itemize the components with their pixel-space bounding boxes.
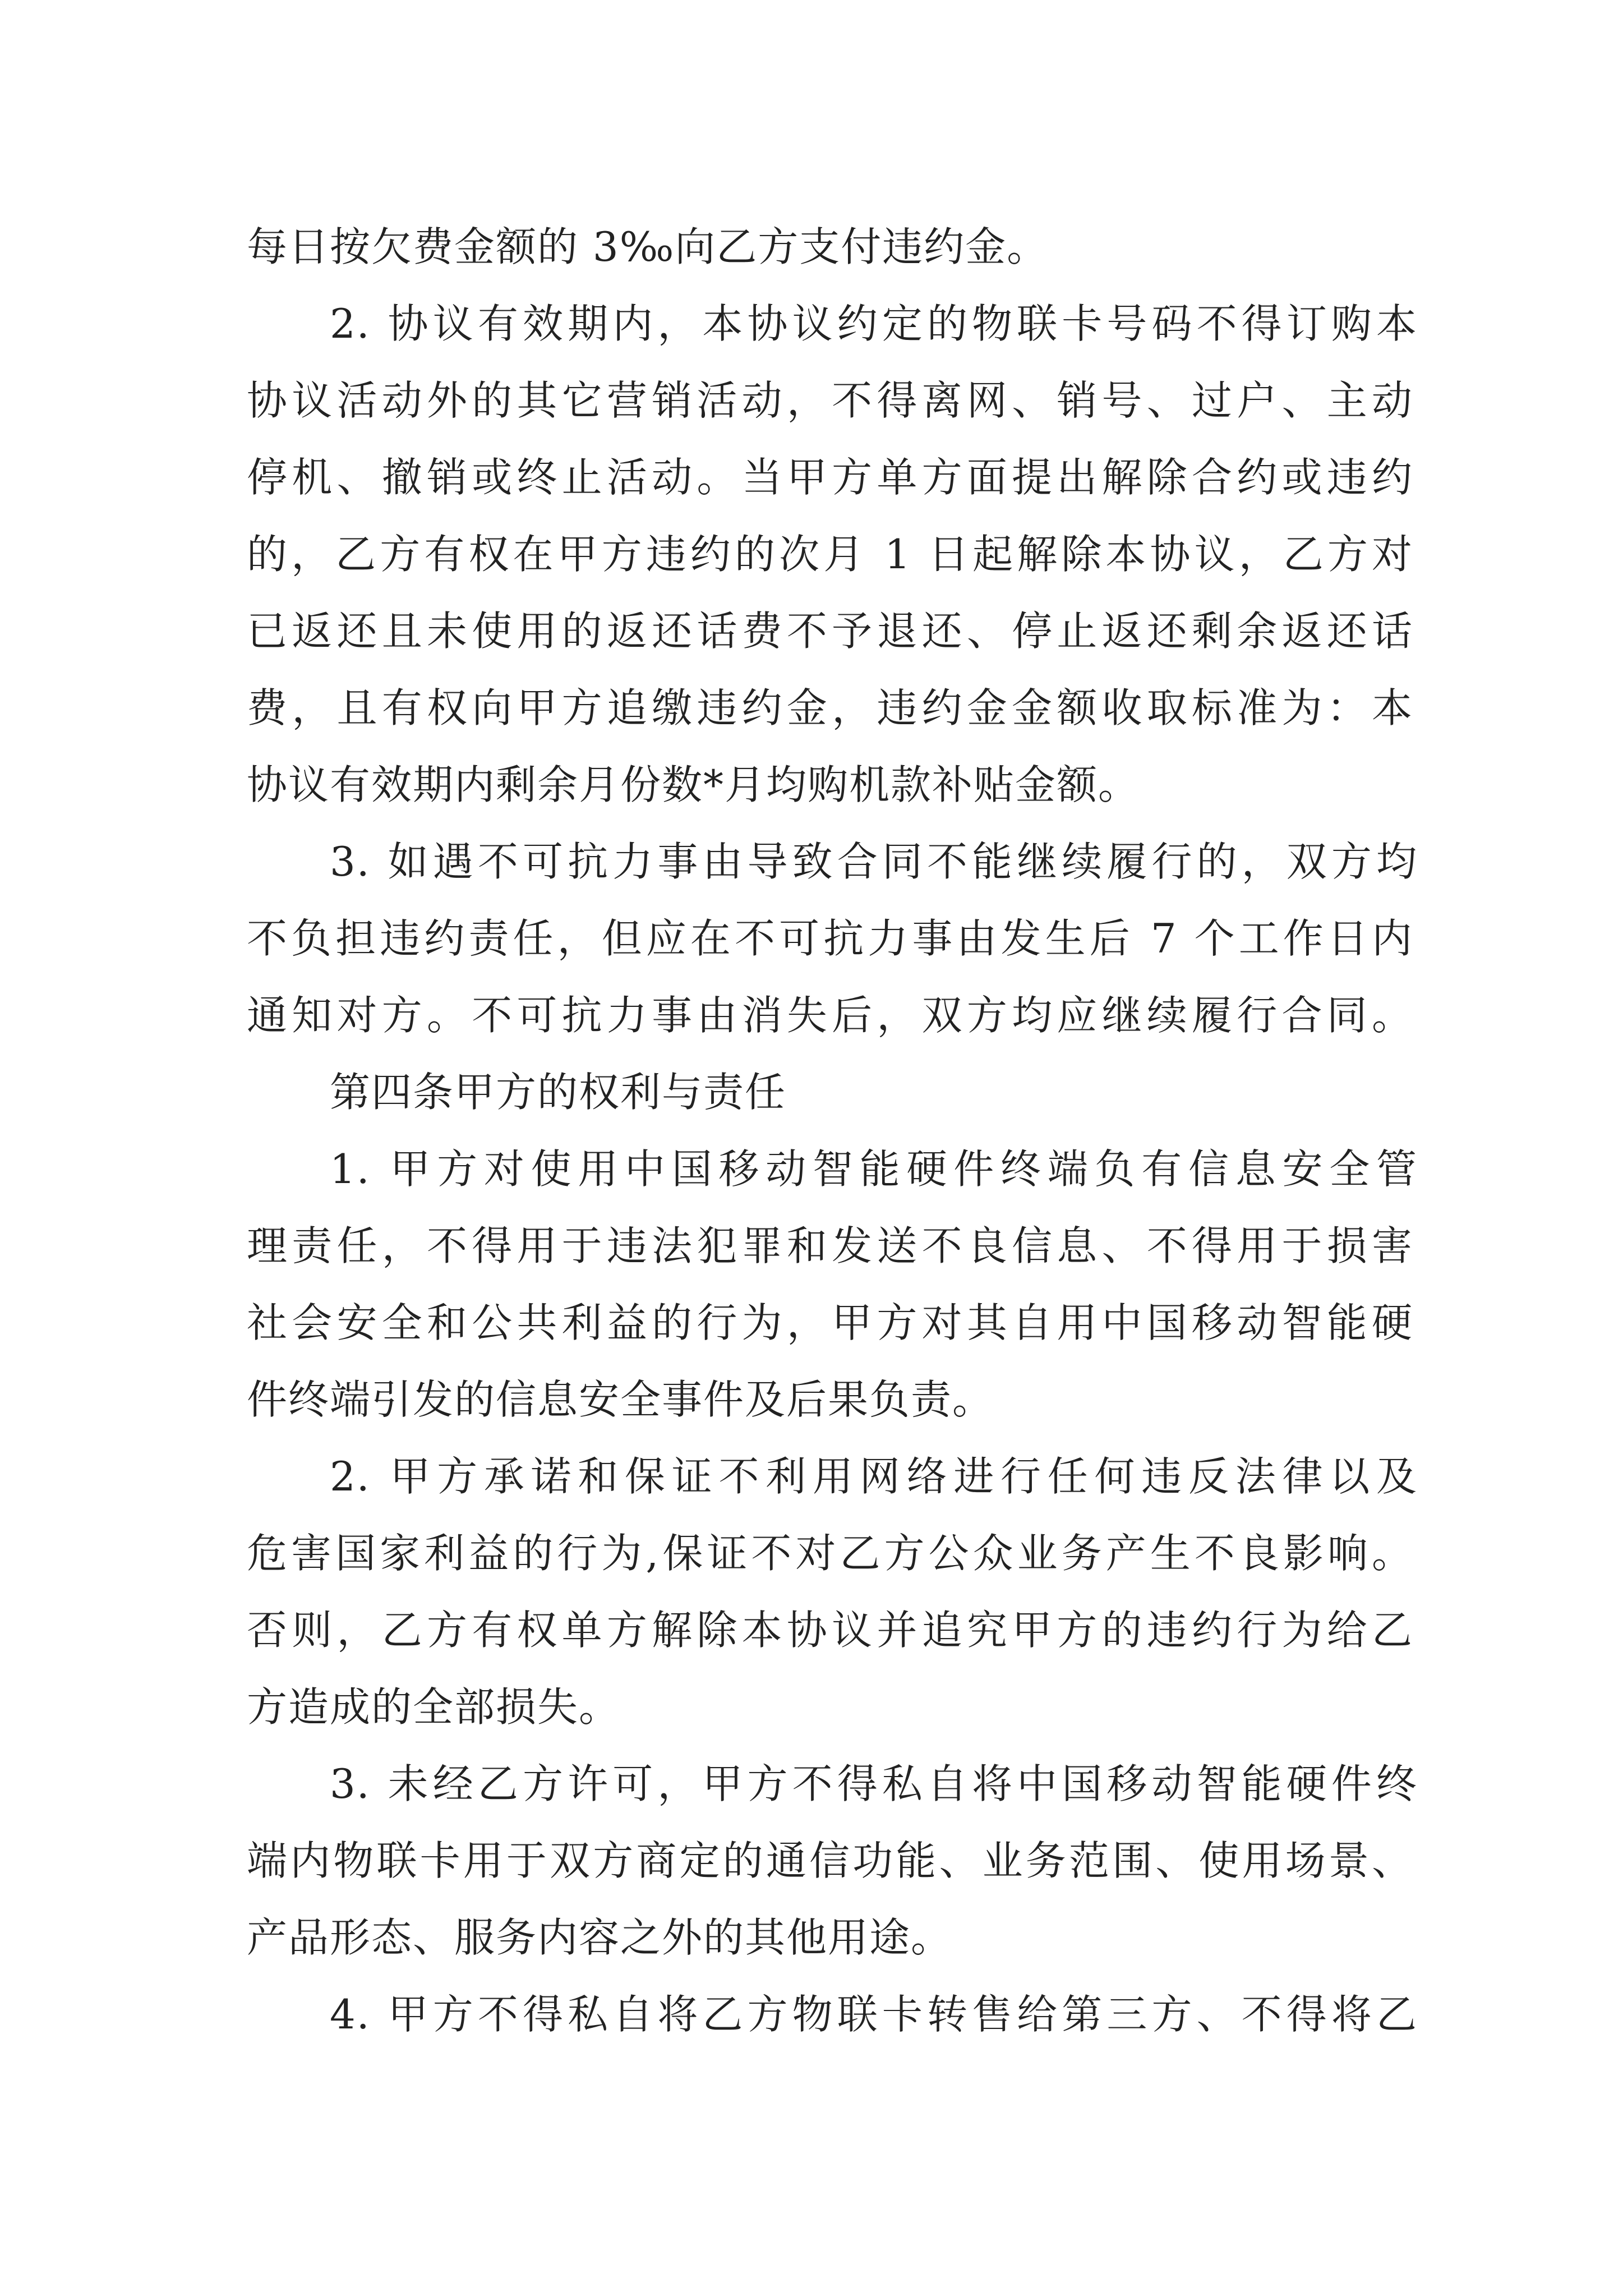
text-line: 否则，乙方有权单方解除本协议并追究甲方的违约行为给乙	[247, 1607, 1413, 1654]
text-line: 通知对方。不可抗力事由消失后，双方均应继续履行合同。	[247, 992, 1413, 1039]
paragraph-start: 3. 未经乙方许可，甲方不得私自将中国移动智能硬件终	[330, 1760, 1418, 1807]
text-line: 费，且有权向甲方追缴违约金，违约金金额收取标准为：本	[247, 684, 1413, 731]
text-line: 停机、撤销或终止活动。当甲方单方面提出解除合约或违约	[247, 454, 1413, 501]
text-line: 危害国家利益的行为,保证不对乙方公众业务产生不良影响。	[247, 1530, 1413, 1577]
text-line: 协议有效期内剩余月份数*月均购机款补贴金额。	[247, 761, 1140, 808]
paragraph-start: 2. 甲方承诺和保证不利用网络进行任何违反法律以及	[330, 1453, 1418, 1500]
paragraph-start: 4. 甲方不得私自将乙方物联卡转售给第三方、不得将乙	[330, 1991, 1418, 2038]
paragraph-start: 1. 甲方对使用中国移动智能硬件终端负有信息安全管	[330, 1145, 1418, 1193]
section-heading: 第四条甲方的权利与责任	[330, 1069, 787, 1116]
text-line: 的，乙方有权在甲方违约的次月 1 日起解除本协议，乙方对	[247, 531, 1413, 578]
paragraph-start: 2. 协议有效期内，本协议约定的物联卡号码不得订购本	[330, 300, 1418, 347]
text-line: 方造成的全部损失。	[247, 1683, 621, 1731]
text-line: 社会安全和公共利益的行为，甲方对其自用中国移动智能硬	[247, 1299, 1413, 1346]
text-line: 每日按欠费金额的 3‰向乙方支付违约金。	[247, 223, 1049, 270]
text-line: 产品形态、服务内容之外的其他用途。	[247, 1914, 953, 1961]
paragraph-start: 3. 如遇不可抗力事由导致合同不能继续履行的，双方均	[330, 838, 1418, 885]
text-line: 不负担违约责任，但应在不可抗力事由发生后 7 个工作日内	[247, 915, 1413, 962]
text-line: 理责任，不得用于违法犯罪和发送不良信息、不得用于损害	[247, 1222, 1413, 1269]
text-line: 端内物联卡用于双方商定的通信功能、业务范围、使用场景、	[247, 1837, 1413, 1884]
text-line: 件终端引发的信息安全事件及后果负责。	[247, 1376, 994, 1423]
text-line: 协议活动外的其它营销活动，不得离网、销号、过户、主动	[247, 377, 1413, 424]
text-line: 已返还且未使用的返还话费不予退还、停止返还剩余返还话	[247, 608, 1413, 655]
